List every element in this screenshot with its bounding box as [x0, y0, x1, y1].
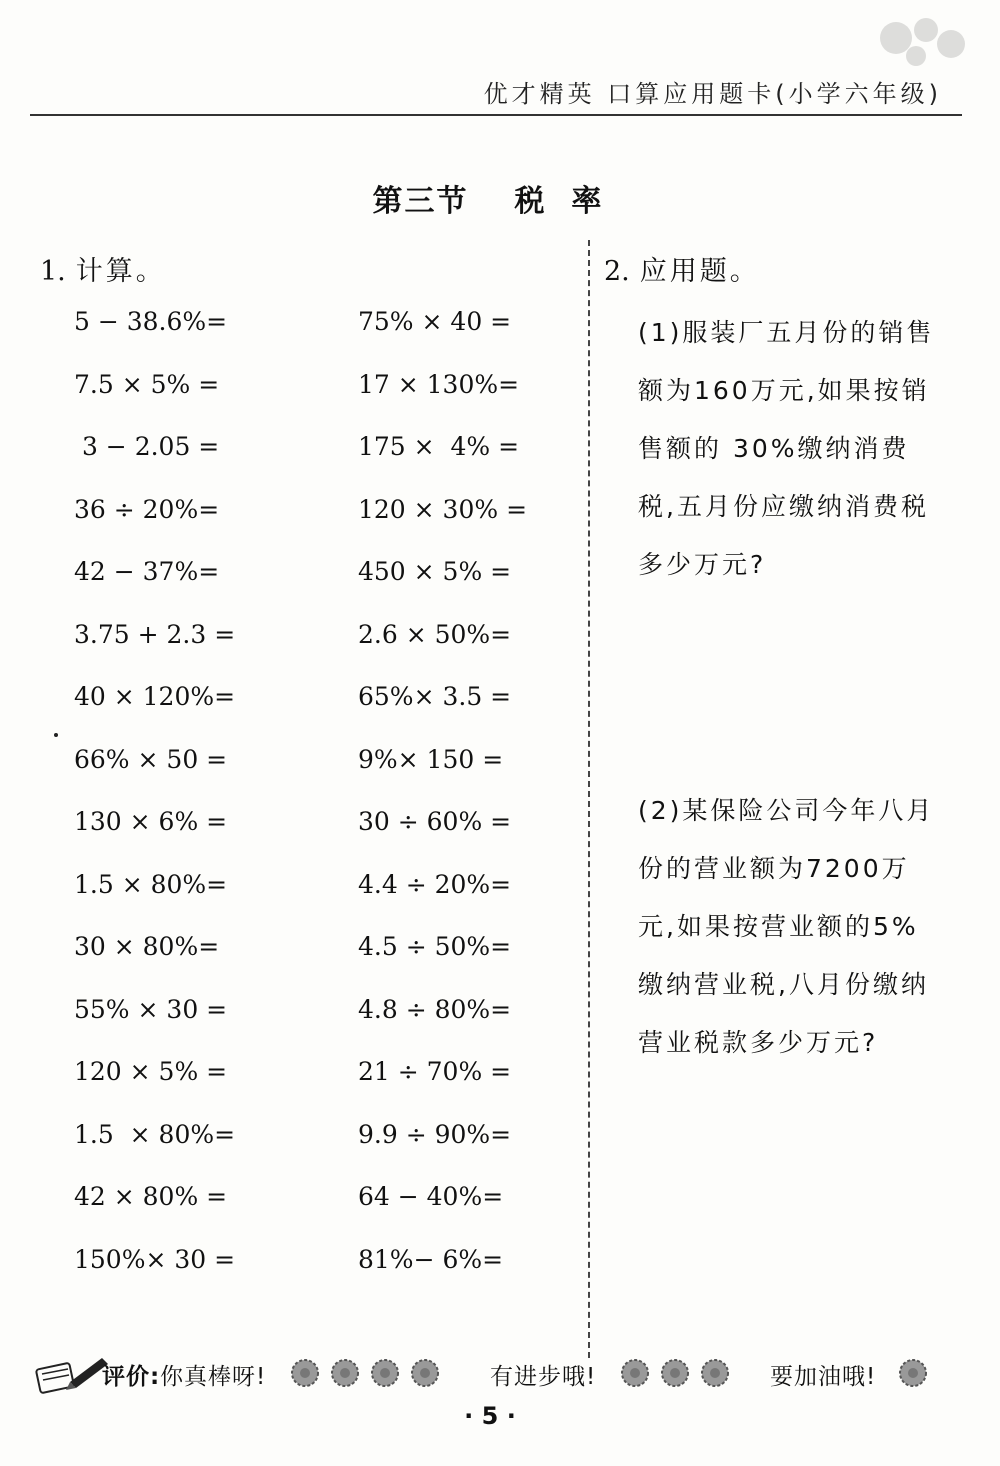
question-1-label: 计算。: [75, 256, 166, 287]
calc-right-expression: 9%× 150 =: [358, 744, 504, 774]
praise-progress: 有进步哦!: [490, 1364, 597, 1390]
calc-row: [40, 1115, 580, 1155]
calc-left-expression: 1.5 × 80%=: [74, 869, 228, 899]
flower-icon[interactable]: [700, 1358, 730, 1388]
section-title: [0, 176, 976, 220]
calc-row: [40, 927, 580, 967]
calc-right-expression: 30 ÷ 60% =: [358, 807, 512, 836]
evaluation-label: 评价:: [102, 1364, 161, 1390]
question-2-label: 应用题。: [639, 256, 760, 287]
calc-right-expression: 120 × 30% =: [358, 494, 528, 524]
flower-icon[interactable]: [330, 1358, 360, 1388]
calc-right-expression: 4.5 ÷ 50%=: [358, 932, 512, 961]
calc-row: [40, 740, 580, 780]
calc-left-expression: 7.5 × 5% =: [74, 369, 220, 399]
calc-left-expression: 130 × 6% =: [74, 807, 228, 836]
header-divider: [30, 114, 962, 116]
calc-row: [40, 1240, 580, 1280]
flower-icon[interactable]: [620, 1358, 650, 1388]
calc-left-expression: 3 − 2.05 =: [74, 432, 220, 461]
word-problem-2: (2)某保险公司今年八月份的营业额为7200万元,如果按营业额的5%缴纳营业税,八月份缴纳营业税款多少万元?: [638, 796, 935, 1057]
calc-right-expression: 9.9 ÷ 90%=: [358, 1119, 512, 1149]
calc-right-expression: 4.4 ÷ 20%=: [358, 869, 512, 899]
flower-icon[interactable]: [410, 1358, 440, 1388]
calc-right-expression: 175 × 4% =: [358, 432, 520, 461]
calc-row: [40, 1177, 580, 1217]
calc-right-expression: 2.6 × 50%=: [358, 619, 512, 649]
calc-right-expression: 450 × 5% =: [358, 557, 512, 586]
question-2-number: 2.: [604, 256, 630, 287]
question-1: [40, 252, 570, 1274]
calc-left-expression: 150%× 30 =: [74, 1244, 236, 1274]
question-1-number: 1.: [40, 256, 66, 287]
calc-row: [40, 615, 580, 655]
stray-dot: [54, 733, 58, 737]
page-number: · 5 ·: [464, 1402, 516, 1430]
question-2: [604, 252, 944, 1057]
question-1-title: [40, 252, 570, 292]
calc-row: [40, 490, 580, 530]
calc-left-expression: 30 × 80%=: [74, 932, 220, 961]
book-title: 优才精英 口算应用题卡(小学六年级): [483, 80, 942, 108]
column-divider: [588, 240, 590, 1358]
calc-left-expression: 55% × 30 =: [74, 994, 228, 1024]
calc-row: [40, 427, 580, 467]
flower-icon[interactable]: [660, 1358, 690, 1388]
calc-row: [40, 990, 580, 1030]
calc-left-expression: 40 × 120%=: [74, 682, 236, 711]
word-problem-1: (1)服装厂五月份的销售额为160万元,如果按销售额的 30%缴纳消费税,五月份应缴纳消费税多少万元?: [638, 318, 935, 579]
calc-row: [40, 552, 580, 592]
question-2-title: [604, 252, 944, 292]
calc-row: [40, 365, 580, 405]
calc-row: [40, 1052, 580, 1092]
flower-icon[interactable]: [290, 1358, 320, 1388]
calc-row: [40, 865, 580, 905]
calc-left-expression: 5 − 38.6%=: [74, 307, 228, 336]
calc-right-expression: 81%− 6%=: [358, 1244, 504, 1274]
pencil-icon: [32, 1352, 110, 1396]
calc-right-expression: 17 × 130%=: [358, 369, 520, 399]
calc-left-expression: 36 ÷ 20%=: [74, 494, 220, 524]
calc-right-expression: 64 − 40%=: [358, 1182, 504, 1211]
calc-row: [40, 802, 580, 842]
calc-left-expression: 120 × 5% =: [74, 1057, 228, 1086]
calc-row: [40, 677, 580, 717]
praise-keep-going: 要加油哦!: [770, 1364, 877, 1390]
calc-left-expression: 66% × 50 =: [74, 744, 228, 774]
page-header: [0, 60, 1000, 120]
praise-great: 你真棒呀!: [160, 1364, 267, 1390]
calc-row: [40, 302, 580, 342]
section-topic: 税 率: [514, 184, 604, 219]
calc-left-expression: 42 − 37%=: [74, 557, 220, 586]
calc-left-expression: 1.5 × 80%=: [74, 1119, 236, 1149]
flower-icon[interactable]: [370, 1358, 400, 1388]
flower-icon[interactable]: [898, 1358, 928, 1388]
section-number: 第三节: [372, 184, 469, 219]
calc-left-expression: 3.75 + 2.3 =: [74, 619, 236, 649]
calc-right-expression: 65%× 3.5 =: [358, 682, 512, 711]
calc-right-expression: 21 ÷ 70% =: [358, 1057, 512, 1086]
calc-left-expression: 42 × 80% =: [74, 1182, 228, 1211]
calc-right-expression: 4.8 ÷ 80%=: [358, 994, 512, 1024]
calc-right-expression: 75% × 40 =: [358, 307, 512, 336]
evaluation-bar: [20, 1348, 980, 1398]
